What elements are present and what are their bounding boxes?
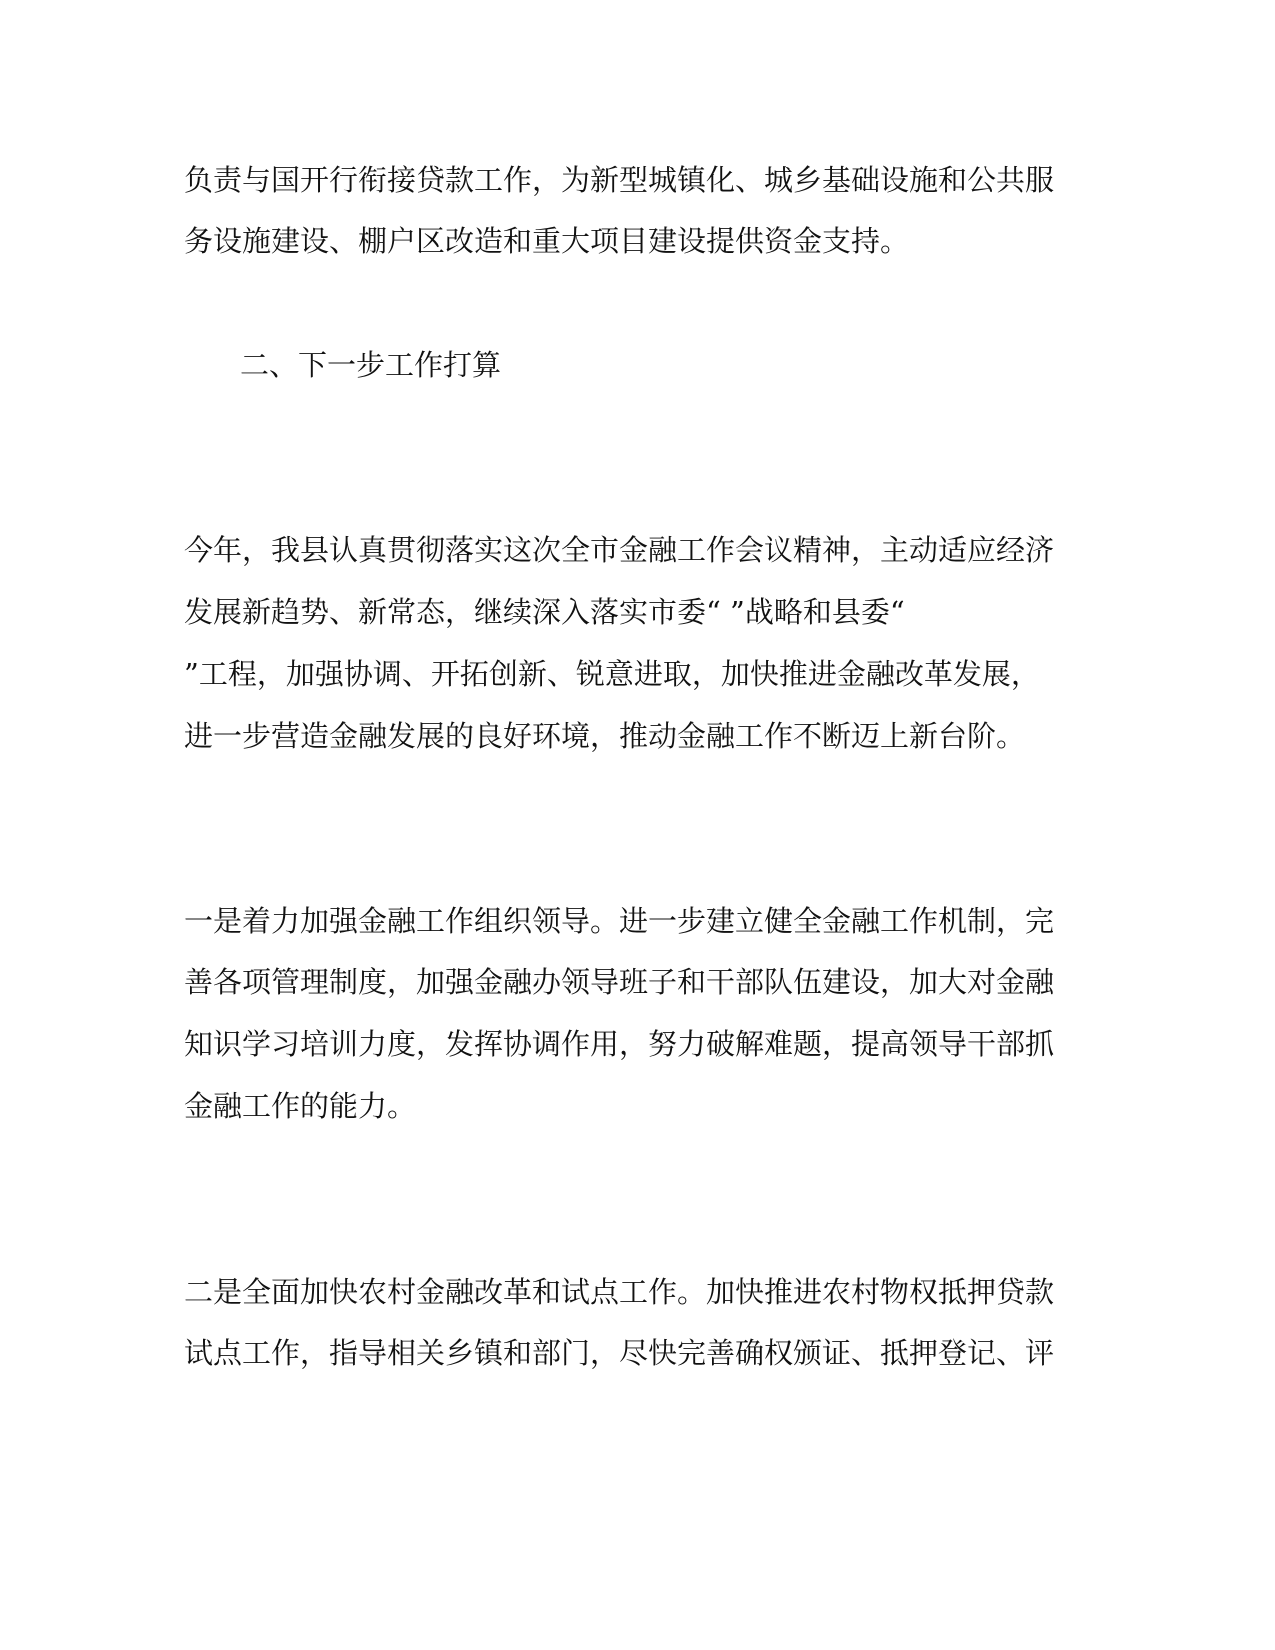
paragraph-line-5: ”工程，加强协调、开拓创新、锐意进取，加快推进金融改革发展， bbox=[184, 657, 1040, 691]
paragraph-line-9: 知识学习培训力度，发挥协调作用，努力破解难题，提高领导干部抓 bbox=[184, 1027, 1055, 1061]
paragraph-line-11: 二是全面加快农村金融改革和试点工作。加快推进农村物权抵押贷款 bbox=[184, 1275, 1055, 1309]
paragraph-line-7: 一是着力加强金融工作组织领导。进一步建立健全金融工作机制，完 bbox=[184, 904, 1055, 938]
paragraph-line-4: 发展新趋势、新常态，继续深入落实市委“ ”战略和县委“ bbox=[184, 595, 905, 629]
paragraph-line-6: 进一步营造金融发展的良好环境，推动金融工作不断迈上新台阶。 bbox=[184, 719, 1026, 753]
section-heading: 二、下一步工作打算 bbox=[240, 348, 502, 382]
paragraph-line-1: 负责与国开行衔接贷款工作，为新型城镇化、城乡基础设施和公共服 bbox=[184, 163, 1055, 197]
paragraph-line-12: 试点工作，指导相关乡镇和部门，尽快完善确权颁证、抵押登记、评 bbox=[184, 1336, 1055, 1370]
paragraph-line-2: 务设施建设、棚户区改造和重大项目建设提供资金支持。 bbox=[184, 224, 910, 258]
paragraph-line-10: 金融工作的能力。 bbox=[184, 1089, 417, 1123]
paragraph-line-3: 今年，我县认真贯彻落实这次全市金融工作会议精神，主动适应经济 bbox=[184, 533, 1055, 567]
paragraph-line-8: 善各项管理制度，加强金融办领导班子和干部队伍建设，加大对金融 bbox=[184, 965, 1055, 999]
